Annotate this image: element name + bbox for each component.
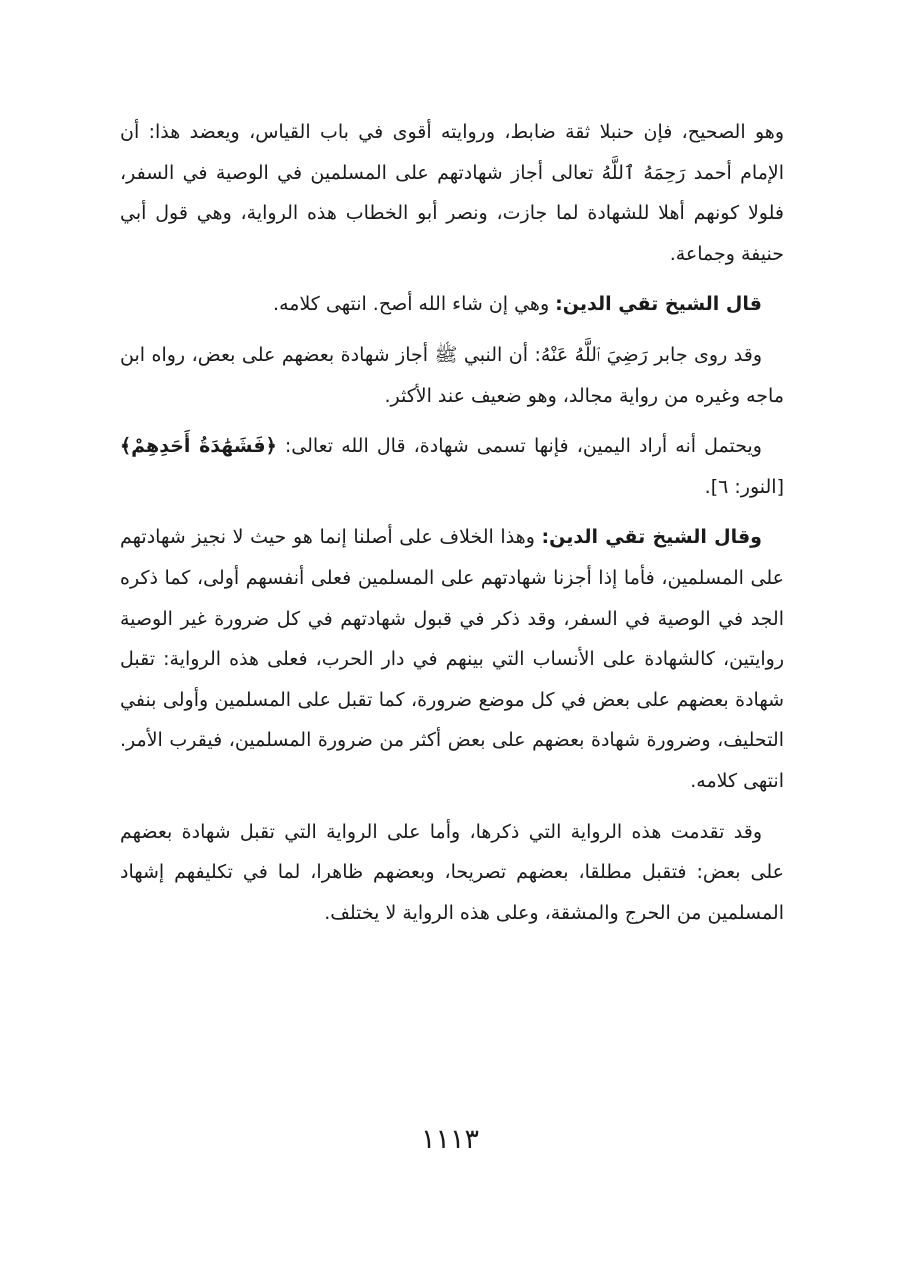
paragraph-2-text: وهي إن شاء الله أصح. انتهى كلامه. [273, 293, 556, 316]
quran-verse: ﴿فَشَهَٰدَةُ أَحَدِهِمْ﴾ [120, 435, 277, 458]
paragraph-2 [120, 284, 784, 325]
paragraph-4-text: ويحتمل أنه أراد اليمين، فإنها تسمى شهادة، قال الله تعالى: [276, 435, 762, 458]
page-number: ١١١٣ [420, 1124, 479, 1155]
speaker-label: وقال الشيخ تقي الدين: [541, 526, 762, 549]
paragraph-4 [120, 426, 784, 507]
paragraph-1: وهو الصحيح، فإن حنبلا ثقة ضابط، وروايته أقوى في باب القياس، ويعضد هذا: أن الإمام أحمد رَحِمَهُ ٱللَّهُ تعالى أجاز شهادتهم على المسلمين في الوصية في السفر، فلولا كونهم أهلا للشهادة لما جازت، ونصر أبو الخطاب هذه الرواية، وهي قول أبي حنيفة وجماعة. [120, 121, 784, 265]
paragraph-5 [120, 517, 784, 801]
paragraph-3: وقد روى جابر رَضِيَ ٱللَّهُ عَنْهُ: أن النبي ﷺ أجاز شهادة بعضهم على بعض، رواه ابن ماجه وغيره من رواية مجالد، وهو ضعيف عند الأكثر. [120, 343, 784, 407]
body-text [120, 112, 784, 943]
verse-citation: [النور: ٦]. [704, 475, 784, 498]
speaker-label: قال الشيخ تقي الدين: [555, 293, 762, 316]
paragraph-5-text: وهذا الخلاف على أصلنا إنما هو حيث لا نجيز شهادتهم على المسلمين، فأما إذا أجزنا شهادتهم على المسلمين فعلى أنفسهم أولى، كما ذكره الجد في الوصية في السفر، وقد ذكر في قبول شهادتهم في كل ضرورة غير الوصية روايتين، كالشهادة على الأنساب التي بينهم في دار الحرب، فعلى هذه الرواية: تقبل شهادة بعضهم على بعض في كل موضع ضرورة، كما تقبل على المسلمين وأولى بنفي التحليف، وضرورة شهادة بعضهم على بعض أكثر من ضرورة المسلمين، فيقرب الأمر. انتهى كلامه. [120, 526, 784, 792]
paragraph-6: وقد تقدمت هذه الرواية التي ذكرها، وأما على الرواية التي تقبل شهادة بعضهم على بعض: فتقبل مطلقا، بعضهم تصريحا، وبعضهم ظاهرا، لما في تكليفهم إشهاد المسلمين من الحرج والمشقة، وعلى هذه الرواية لا يختلف. [120, 820, 784, 924]
